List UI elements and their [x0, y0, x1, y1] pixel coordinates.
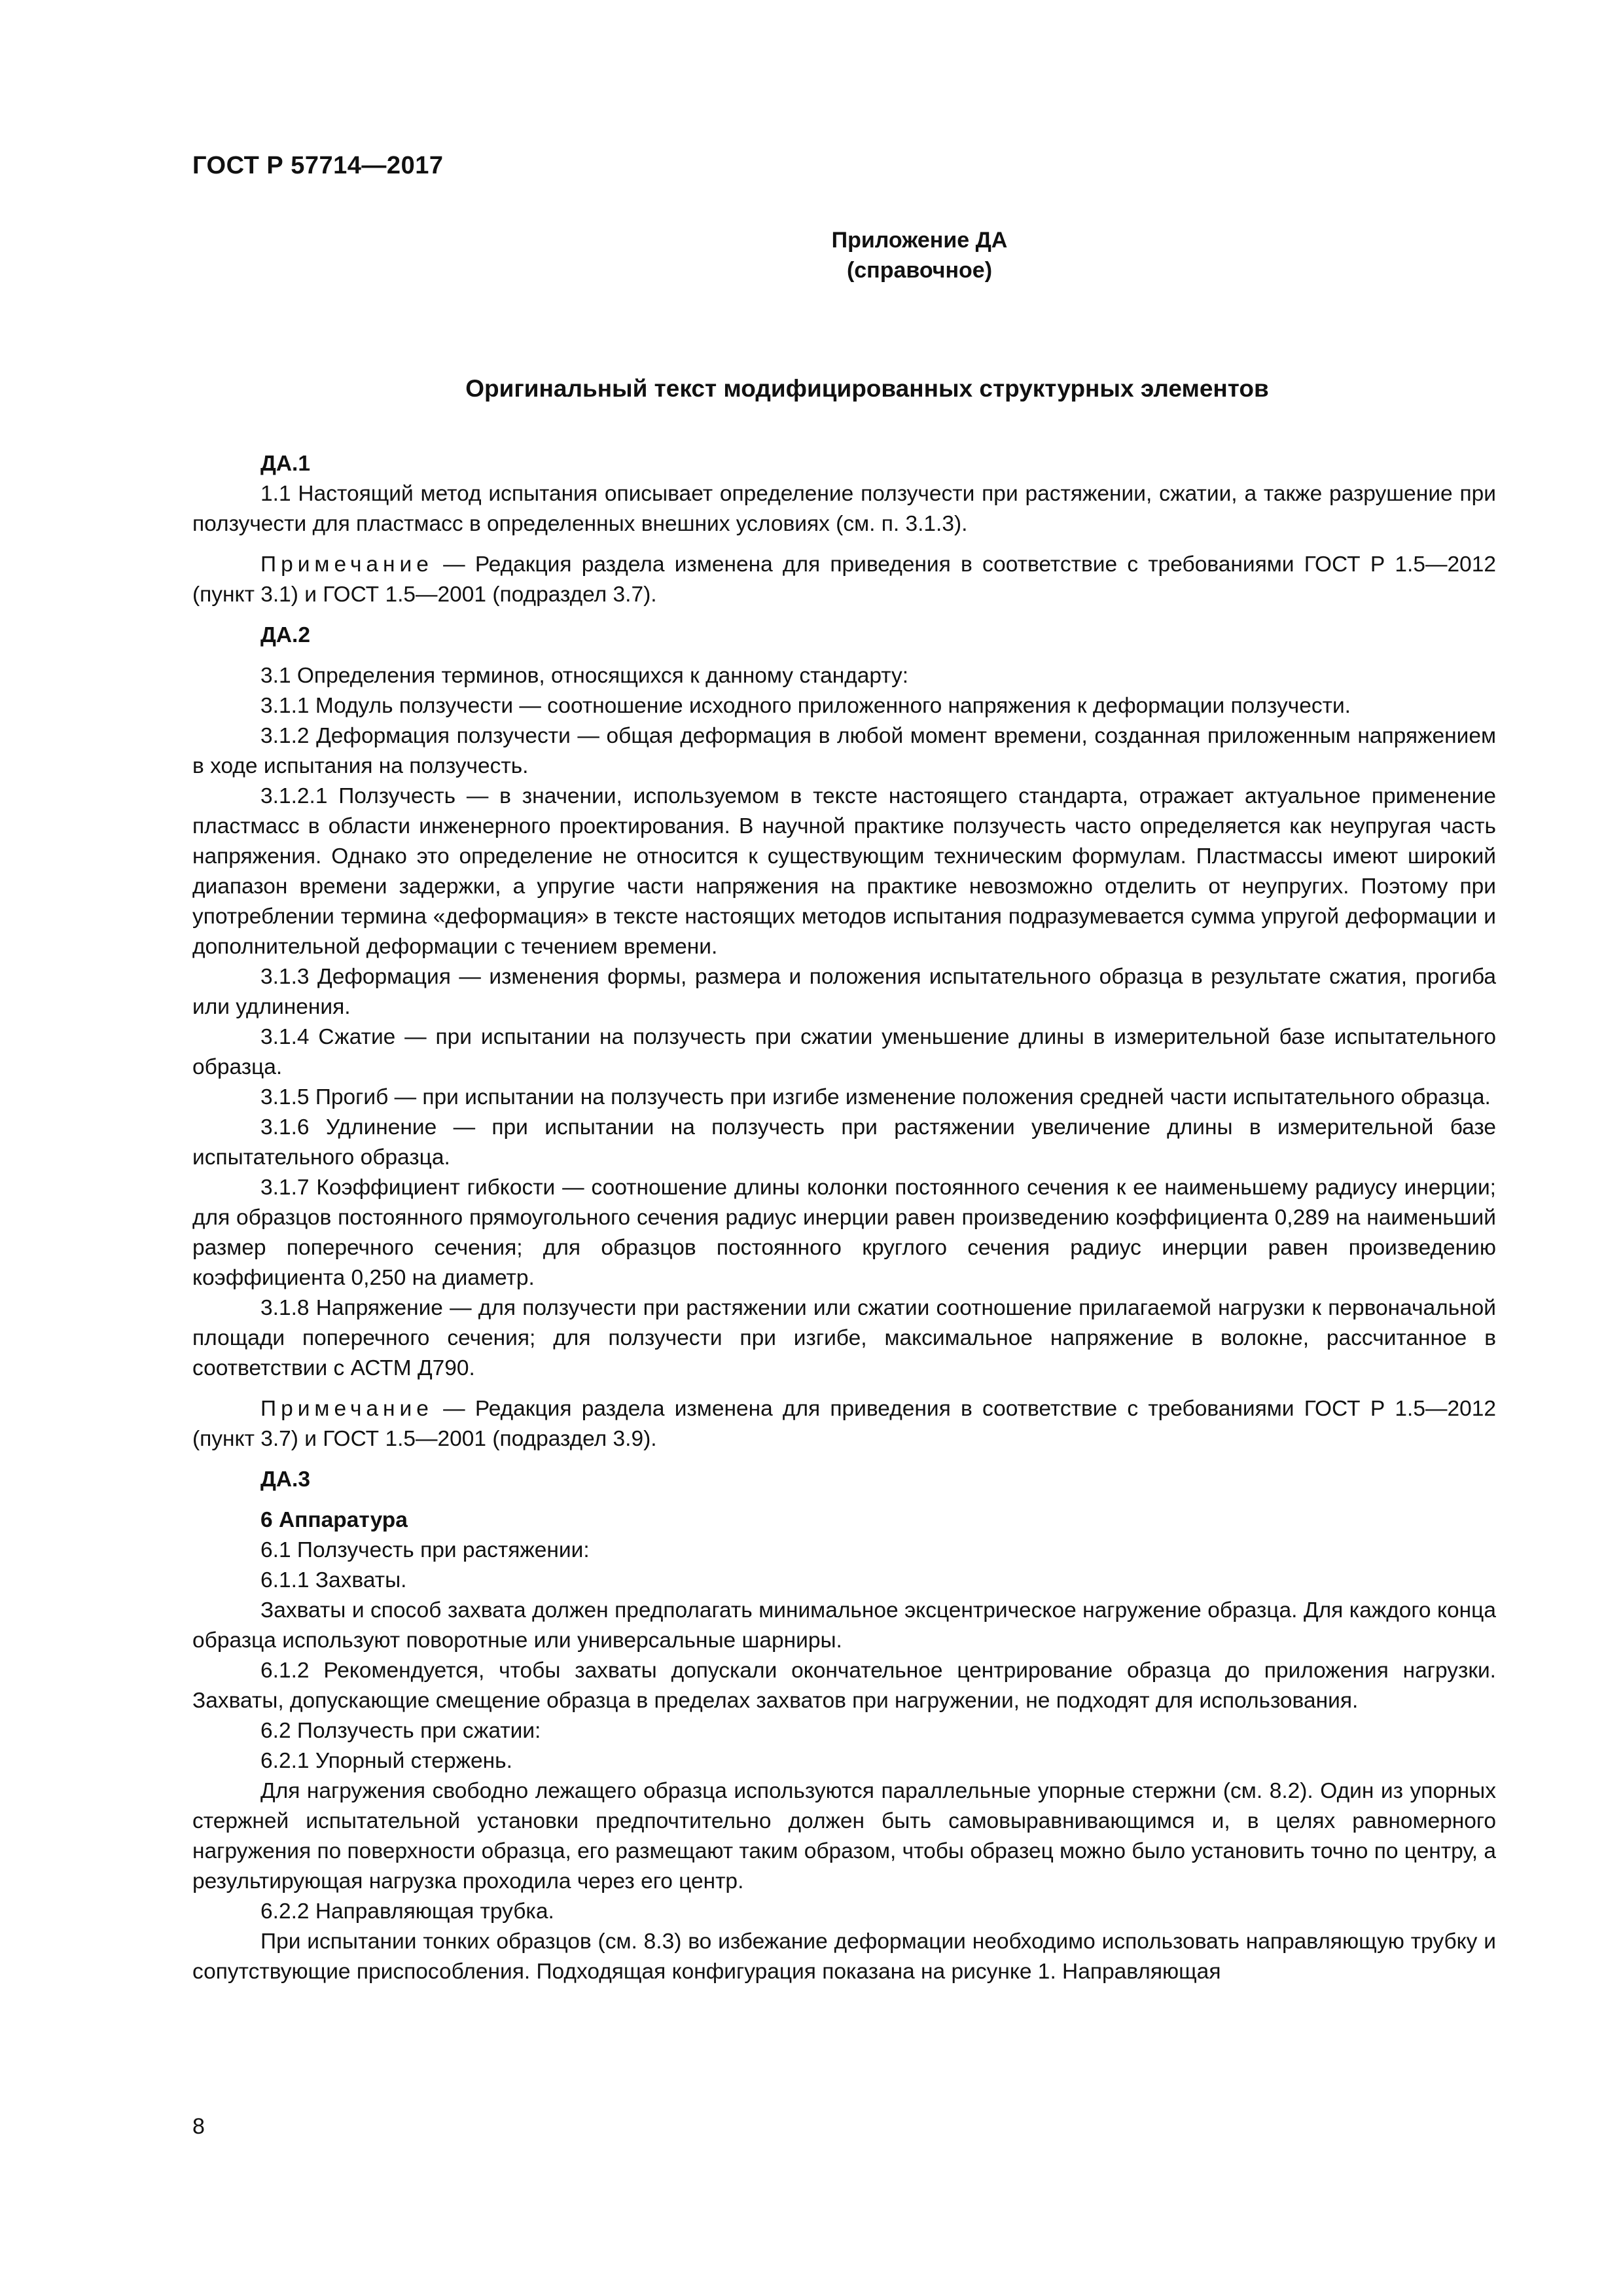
paragraph-3-1: 3.1 Определения терминов, относящихся к данному стандарту:: [260, 664, 909, 688]
paragraph-3-1-7: 3.1.7 Коэффициент гибкости — соотношение длины колонки постоянного сечения к ее наименьшему радиусу инерции; для образцов постоянного прямоугольного сечения радиус инерции равен произведению коэффициента 0,289 на наименьший размер поперечного сечения; для образцов постоянного круглого сечения радиус инерции равен произведению коэффициента 0,250 на диаметр.: [192, 1175, 1496, 1290]
note-label: Примечание: [260, 552, 433, 577]
paragraph-3-1-2: 3.1.2 Деформация ползучести — общая деформация в любой момент времени, созданная приложенным напряжением в ходе испытания на ползучесть.: [192, 724, 1496, 778]
section-heading-da2: ДА.2: [260, 623, 310, 647]
note-text: — Редакция раздела изменена для приведения в соответствие с требованиями ГОСТ Р 1.5—2012 (пункт 3.7) и ГОСТ 1.5—2001 (подраздел 3.9).: [192, 1397, 1496, 1451]
section-heading-da1: ДА.1: [260, 452, 310, 476]
page-number: 8: [192, 2114, 205, 2139]
document-title: Оригинальный текст модифицированных структурных элементов: [465, 375, 1269, 402]
paragraph-6-2-2-text: При испытании тонких образцов (см. 8.3) во избежание деформации необходимо использовать направляющую трубку и сопутствующие приспособления. Подходящая конфигурация показана на рисунке 1. Направляющая: [192, 1929, 1496, 1984]
section-heading-da3: ДА.3: [260, 1467, 310, 1492]
note-da2: [192, 1394, 1496, 1454]
paragraph-3-1-6: 3.1.6 Удлинение — при испытании на ползучесть при растяжении увеличение длины в измерительной базе испытательного образца.: [192, 1115, 1496, 1170]
paragraph-6-2-1-text: Для нагружения свободно лежащего образца используются параллельные упорные стержни (см. 8.2). Один из упорных стержней испытательной установки предпочтительно должен быть самовыравнивающимся и, в целях равномерного нагружения по поверхности образца, его размещают таким образом, чтобы образец можно было установить точно по центру, а результирующая нагрузка проходила через его центр.: [192, 1779, 1496, 1893]
note-da1: [192, 550, 1496, 610]
annex-status: (справочное): [846, 258, 993, 283]
paragraph-3-1-4: 3.1.4 Сжатие — при испытании на ползучесть при сжатии уменьшение длины в измерительной базе испытательного образца.: [192, 1025, 1496, 1079]
paragraph-6-2-2: 6.2.2 Направляющая трубка.: [260, 1899, 554, 1924]
paragraph-6-1-2: 6.1.2 Рекомендуется, чтобы захваты допускали окончательное центрирование образца до приложения нагрузки. Захваты, допускающие смещение образца в пределах захватов при нагружении, не подходят для использования.: [192, 1659, 1496, 1713]
paragraph-6-1-1-text: Захваты и способ захвата должен предполагать минимальное эксцентрическое нагружение образца. Для каждого конца образца используют поворотные или универсальные шарниры.: [192, 1598, 1496, 1653]
paragraph-3-1-8: 3.1.8 Напряжение — для ползучести при растяжении или сжатии соотношение прилагаемой нагрузки к первоначальной площади поперечного сечения; для ползучести при изгибе, максимальное напряжение в волокне, рассчитанное в соответствии с АСТМ Д790.: [192, 1296, 1496, 1380]
paragraph-6-1: 6.1 Ползучесть при растяжении:: [260, 1538, 590, 1562]
paragraph-3-1-2-1: 3.1.2.1 Ползучесть — в значении, используемом в тексте настоящего стандарта, отражает актуальное применение пластмасс в области инженерного проектирования. В научной практике ползучесть часто определяется как неупругая часть напряжения. Однако это определение не относится к существующим техническим формулам. Пластмассы имеют широкий диапазон времени задержки, а упругие части напряжения на практике невозможно отделить от неупругих. Поэтому при употреблении термина «деформация» в тексте настоящих методов испытания подразумевается сумма упругой деформации и дополнительной деформации с течением времени.: [192, 784, 1496, 959]
paragraph-6-2: 6.2 Ползучесть при сжатии:: [260, 1719, 541, 1743]
note-label: Примечание: [260, 1397, 433, 1421]
paragraph-1-1: 1.1 Настоящий метод испытания описывает определение ползучести при растяжении, сжатии, а также разрушение при ползучести для пластмасс в определенных внешних условиях (см. п. 3.1.3).: [192, 482, 1496, 536]
paragraph-6-2-1: 6.2.1 Упорный стержень.: [260, 1749, 512, 1773]
paragraph-3-1-1: 3.1.1 Модуль ползучести — соотношение исходного приложенного напряжения к деформации ползучести.: [260, 694, 1351, 718]
paragraph-3-1-5: 3.1.5 Прогиб — при испытании на ползучесть при изгибе изменение положения средней части испытательного образца.: [260, 1085, 1491, 1109]
document-body: [192, 449, 1496, 1987]
standard-id: ГОСТ Р 57714—2017: [192, 152, 444, 179]
clause-6-heading: 6 Аппаратура: [260, 1508, 408, 1532]
note-text: — Редакция раздела изменена для приведения в соответствие с требованиями ГОСТ Р 1.5—2012 (пункт 3.1) и ГОСТ 1.5—2001 (подраздел 3.7).: [192, 552, 1496, 607]
annex-header: [0, 225, 1623, 285]
paragraph-3-1-3: 3.1.3 Деформация — изменения формы, размера и положения испытательного образца в результате сжатия, прогиба или удлинения.: [192, 965, 1496, 1019]
paragraph-6-1-1: 6.1.1 Захваты.: [260, 1568, 407, 1592]
annex-title: Приложение ДА: [831, 228, 1008, 253]
